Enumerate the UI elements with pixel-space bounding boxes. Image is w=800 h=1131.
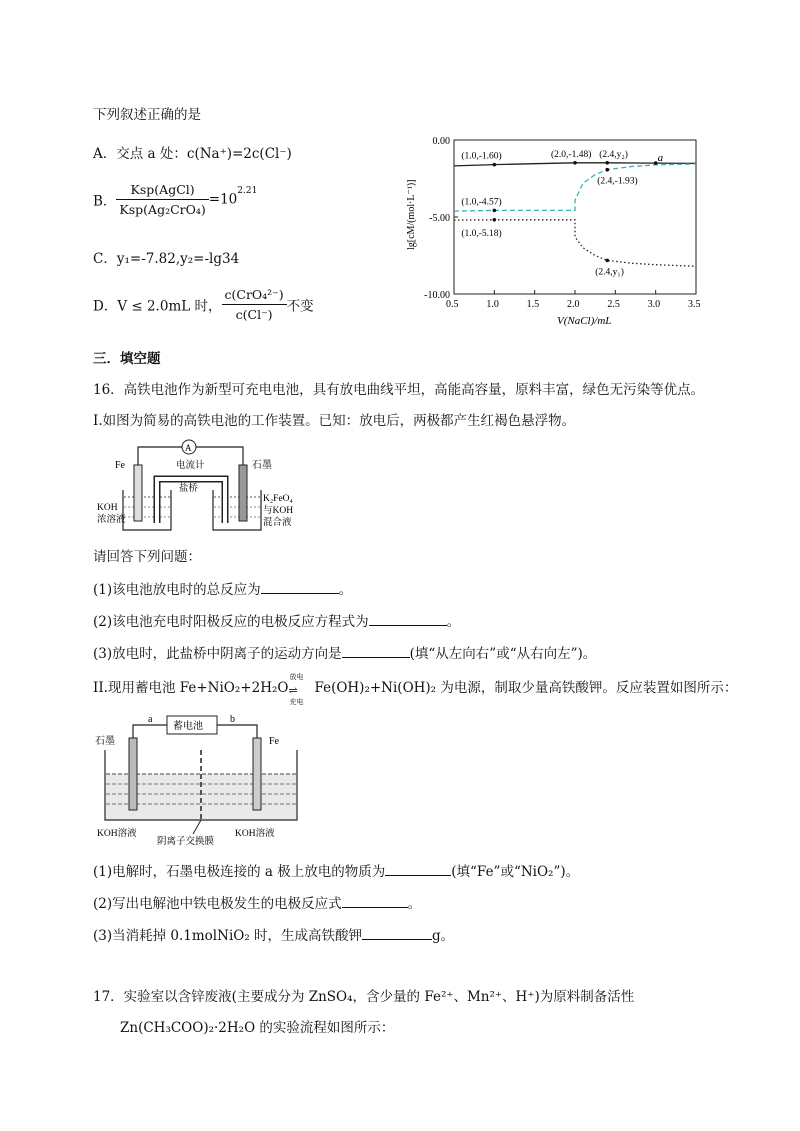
right-label-2: 与KOH xyxy=(263,506,294,516)
arrow-top-label: 放电 xyxy=(289,672,304,681)
data-point xyxy=(605,259,609,263)
q16-item-1 xyxy=(93,578,352,598)
point-label: (1.0,-5.18) xyxy=(461,228,502,239)
option-b-denominator: Ksp(Ag₂CrO₄) xyxy=(119,202,206,217)
option-d-denominator: c(Cl⁻) xyxy=(235,307,273,322)
option-a-label: A．交点 a 处： xyxy=(93,146,187,162)
q16-item-3-end: (填“从左向右”或“从右向左”)。 xyxy=(409,646,597,662)
q16-intro: 16．高铁电池作为新型可充电电池，具有放电曲线平坦，高能高容量，原料丰富，绿色无污染等优点。 xyxy=(93,382,705,398)
point-label: (2.0,-1.48) xyxy=(551,149,592,160)
answer-blank-1[interactable] xyxy=(261,579,339,594)
part2-item-2-text: (2)写出电解池中铁电极发生的电极反应式 xyxy=(93,896,342,912)
data-point xyxy=(605,168,609,172)
data-point xyxy=(493,163,497,167)
data-point xyxy=(493,218,497,222)
answer-blank-3[interactable] xyxy=(342,643,410,658)
q16-item-1-text: (1)该电池放电时的总反应为 xyxy=(93,582,261,598)
answer-blank-6[interactable] xyxy=(362,925,432,940)
membrane-label: 阴离子交换膜 xyxy=(157,837,215,847)
option-c[interactable] xyxy=(93,247,239,267)
q16-part2-item-1 xyxy=(93,860,579,880)
pole-a-label: a xyxy=(148,714,153,725)
q16-ask: 请回答下列问题： xyxy=(93,549,201,565)
part2-reaction-right: Fe(OH)₂+Ni(OH)₂ 为电源，制取少量高铁酸钾。反应装置如图所示： xyxy=(314,680,738,696)
battery-label: 蓄电池 xyxy=(173,721,203,732)
option-b-fraction xyxy=(116,182,208,217)
right-solution-label: KOH溶液 xyxy=(235,829,275,839)
y-tick-label: -10.00 xyxy=(424,290,450,301)
option-c-text: y₁=-7.82,y₂=-lg34 xyxy=(116,251,240,267)
fe-label-2: Fe xyxy=(269,736,279,747)
x-tick-label: 2.5 xyxy=(607,299,620,310)
part2-item-1-end: (填“Fe”或“NiO₂”)。 xyxy=(451,864,580,880)
q16-part2-intro xyxy=(93,672,738,706)
option-b-numerator: Ksp(AgCl) xyxy=(116,182,208,200)
salt-bridge-label: 盐桥 xyxy=(179,484,199,494)
graphite-electrode-2 xyxy=(129,738,137,810)
part2-reaction-left: II.现用蓄电池 Fe+NiO₂+2H₂O xyxy=(93,680,289,696)
answer-blank-2[interactable] xyxy=(369,611,447,626)
x-tick-label: 1.5 xyxy=(526,299,540,310)
x-axis-ticks xyxy=(446,290,701,310)
left-beaker xyxy=(123,490,171,530)
part2-item-3-text: (3)当消耗掉 0.1molNiO₂ 时，生成高铁酸钾 xyxy=(93,928,363,944)
x-tick-label: 2.0 xyxy=(567,299,580,310)
point-label: (2.4,y₁) xyxy=(595,267,624,278)
right-label-3: 混合液 xyxy=(263,518,292,528)
point-label: (2.4,-1.93) xyxy=(597,176,638,187)
answer-blank-5[interactable] xyxy=(342,893,408,908)
q16-item-2 xyxy=(93,610,460,630)
q16-part2-item-2 xyxy=(93,892,421,912)
membrane-pointer xyxy=(193,820,201,834)
x-tick-label: 0.5 xyxy=(446,299,459,310)
q16-part1-intro: I.如图为简易的高铁电池的工作装置。已知：放电后，两极都产生红褐色悬浮物。 xyxy=(93,413,576,429)
graphite-electrode xyxy=(239,465,247,521)
option-a[interactable] xyxy=(93,142,292,162)
option-d-label: D． xyxy=(93,298,118,315)
titration-chart xyxy=(400,128,710,328)
q16-item-1-end: 。 xyxy=(338,582,353,598)
point-label: (1.0,-4.57) xyxy=(461,197,502,208)
y-axis-ticks xyxy=(424,136,458,301)
option-b-rhs: =10 xyxy=(208,191,238,208)
arrow-glyph: ⇌ xyxy=(288,683,298,697)
graphite-label: 石墨 xyxy=(252,460,272,471)
left-solution-label: KOH溶液 xyxy=(97,829,137,839)
x-tick-label: 1.0 xyxy=(486,299,499,310)
pole-b-label: b xyxy=(230,714,235,725)
fe-label: Fe xyxy=(115,460,125,471)
q16-item-2-end: 。 xyxy=(446,614,461,630)
right-label-1: K₂FeO₄ xyxy=(263,494,293,504)
point-label: a xyxy=(657,152,664,165)
q16-part2-item-3 xyxy=(93,924,454,944)
option-c-label: C． xyxy=(93,251,117,267)
part2-item-1-text: (1)电解时，石墨电极连接的 a 极上放电的物质为 xyxy=(93,864,386,880)
part2-item-3-end: g。 xyxy=(432,928,455,944)
option-d-condition: V ≤ 2.0mL 时， xyxy=(117,298,222,315)
section-title: 三．填空题 xyxy=(93,351,161,367)
option-d-tail: 不变 xyxy=(286,298,314,315)
electrolysis-figure xyxy=(93,708,323,848)
x-tick-label: 3.0 xyxy=(647,299,661,310)
ammeter-label: 电流计 xyxy=(176,461,205,471)
y-tick-label: -5.00 xyxy=(429,213,450,224)
koh-label-2: 浓溶液 xyxy=(97,515,126,525)
x-tick-label: 3.5 xyxy=(688,299,701,310)
battery-figure xyxy=(93,435,303,540)
x-axis-label: V(NaCl)/mL xyxy=(557,315,612,327)
points-group xyxy=(461,149,663,278)
koh-label-1: KOH xyxy=(97,503,118,513)
option-b-label: B． xyxy=(93,193,117,210)
right-beaker xyxy=(213,490,261,530)
series-group xyxy=(454,163,696,266)
ammeter-symbol: A xyxy=(185,443,192,453)
y-axis-label: lg[cM/(mol·L⁻¹)] xyxy=(406,179,417,250)
point-label: (2.4,y₂) xyxy=(599,149,628,160)
data-point xyxy=(493,209,497,213)
q17-line-2: Zn(CH₃COO)₂·2H₂O 的实验流程如图所示： xyxy=(120,1020,395,1036)
option-d[interactable] xyxy=(93,287,314,322)
graphite-label-2: 石墨 xyxy=(95,736,115,747)
q16-item-3-text: (3)放电时，此盐桥中阴离子的运动方向是 xyxy=(93,646,342,662)
option-b-exponent: 2.21 xyxy=(237,186,258,196)
option-b[interactable] xyxy=(93,182,257,217)
series-lower-dotted xyxy=(454,220,696,266)
part2-item-2-end: 。 xyxy=(407,896,422,912)
question-stem: 下列叙述正确的是 xyxy=(93,107,201,123)
data-point xyxy=(605,161,609,165)
option-a-expr: c(Na⁺)=2c(Cl⁻) xyxy=(186,146,292,162)
reversible-arrow xyxy=(288,672,314,706)
option-d-numerator: c(CrO₄²⁻) xyxy=(222,287,287,305)
y-tick-label: 0.00 xyxy=(432,136,450,147)
fe-electrode xyxy=(134,465,142,521)
point-label: (1.0,-1.60) xyxy=(461,151,502,162)
fe-electrode-2 xyxy=(253,738,261,810)
arrow-bottom-label: 充电 xyxy=(289,697,304,706)
q16-item-3 xyxy=(93,642,596,662)
q16-item-2-text: (2)该电池充电时阳极反应的电极反应方程式为 xyxy=(93,614,369,630)
answer-blank-4[interactable] xyxy=(385,861,451,876)
data-point xyxy=(573,161,577,165)
q17-line-1: 17．实验室以含锌废液(主要成分为 ZnSO₄，含少量的 Fe²⁺、Mn²⁺、H⁺)为原料制备活性 xyxy=(93,989,635,1005)
option-d-fraction xyxy=(222,287,287,322)
